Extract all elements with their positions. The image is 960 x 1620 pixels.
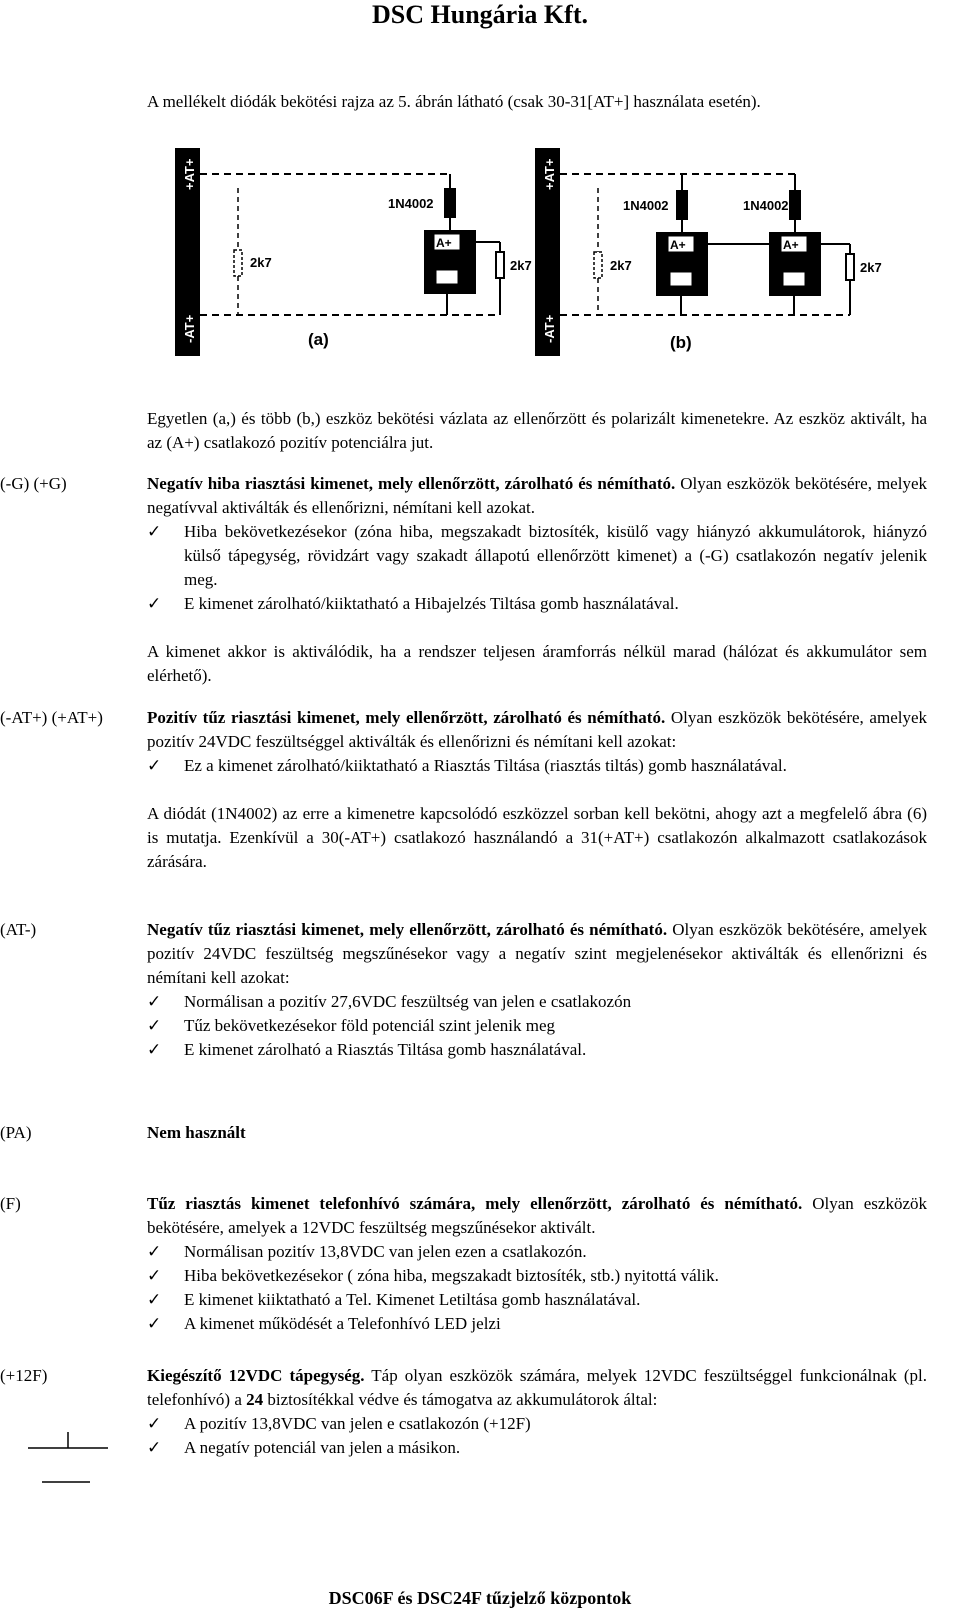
- list-item: ✓ E kimenet kiiktatható a Tel. Kimenet Letiltása gomb használatával.: [147, 1288, 927, 1312]
- list-item: ✓ A pozitív 13,8VDC van jelen e csatlakozón (+12F): [147, 1412, 927, 1436]
- rail-top-label-a: +AT+: [182, 158, 197, 190]
- check-icon: ✓: [147, 1040, 162, 1059]
- list-item: ✓ Normálisan a pozitív 27,6VDC feszültség van jelen e csatlakozón: [147, 990, 927, 1014]
- section-atm-text: Olyan eszközök bekötésére, amelyek pozitív 24VDC feszültség megszűnésekor vagy a negatív szint megjelenésekor aktiválták és ellenőrizni és némítani kell azokat:: [147, 920, 928, 987]
- section-f-text: Olyan eszközök bekötésére, amelyek a 12VDC feszültség megszűnésekor aktivált.: [147, 1194, 927, 1237]
- list-item: ✓ E kimenet zárolható/kiiktatható a Hibajelzés Tiltása gomb használatával.: [147, 592, 927, 616]
- check-icon: ✓: [147, 1438, 162, 1457]
- list-item: ✓ A negatív potenciál van jelen a másikon.: [147, 1436, 927, 1460]
- diagram-b: [535, 148, 882, 356]
- resistor-label-b1: 2k7: [610, 258, 632, 273]
- check-icon: ✓: [147, 1242, 162, 1261]
- section-at-list: [147, 754, 927, 778]
- section-at-heading: Pozitív tűz riasztási kimenet, mely ellenőrzött, zárolható és némítható.: [147, 708, 666, 727]
- diode-label-b2: 1N4002: [743, 198, 789, 213]
- diode-label-a: 1N4002: [388, 196, 434, 211]
- section-atm-label: (AT-): [0, 920, 37, 939]
- list-item: ✓ E kimenet zárolható a Riasztás Tiltása gomb használatával.: [147, 1038, 927, 1062]
- check-icon: ✓: [147, 1414, 162, 1433]
- wiring-diagram: [170, 130, 910, 360]
- section-at-note: A diódát (1N4002) az erre a kimenetre kapcsolódó eszközzel sorban kell bekötni, ahogy azt a megfelelő ábra (6) is mutatja. Ezenkívül a 30(-AT+) csatlakozó használandó a 31(+AT+) csatlakozón alkalmazott csatlakozások zárására.: [147, 804, 927, 871]
- page-title: DSC Hungária Kft.: [372, 0, 588, 29]
- check-icon: ✓: [147, 992, 162, 1011]
- intro-text: A mellékelt diódák bekötési rajza az 5. ábrán látható (csak 30-31[AT+] használata esetén).: [147, 92, 761, 111]
- list-item: ✓ Tűz bekövetkezésekor föld potenciál szint jelenik meg: [147, 1014, 927, 1038]
- check-icon: ✓: [147, 1290, 162, 1309]
- terminal-label-b2: A+: [783, 238, 799, 252]
- section-f-list: [147, 1240, 927, 1336]
- section-g-label: (-G) (+G): [0, 474, 67, 493]
- section-at-label: (-AT+) (+AT+): [0, 708, 103, 727]
- diagram-a: [175, 148, 532, 356]
- section-atm-heading: Negatív tűz riasztási kimenet, mely ellenőrzött, zárolható és némítható.: [147, 920, 668, 939]
- section-atm: [147, 918, 927, 1062]
- section-g-heading: Negatív hiba riasztási kimenet, mely ellenőrzött, zárolható és némítható.: [147, 474, 676, 493]
- resistor-label-a2: 2k7: [510, 258, 532, 273]
- figure-caption: Egyetlen (a,) és több (b,) eszköz bekötési vázlata az ellenőrzött és polarizált kimenetekre. Az eszköz aktivált, ha az (A+) csatlakozó pozitív potenciálra jut.: [147, 409, 927, 452]
- terminal-label-b1: A+: [670, 238, 686, 252]
- section-f: [147, 1192, 927, 1336]
- check-icon: ✓: [147, 522, 162, 541]
- section-f12-list: [147, 1412, 927, 1460]
- section-pa-label: (PA): [0, 1123, 32, 1142]
- section-g: [147, 472, 927, 688]
- section-pa-heading: Nem használt: [147, 1123, 246, 1142]
- section-atm-list: [147, 990, 927, 1062]
- check-icon: ✓: [147, 1314, 162, 1333]
- ground-symbol-icon: [10, 1430, 110, 1490]
- check-icon: ✓: [147, 1016, 162, 1035]
- section-g-list: [147, 520, 927, 616]
- resistor-label-a1: 2k7: [250, 255, 272, 270]
- section-f12-heading: Kiegészítő 12VDC tápegység.: [147, 1366, 365, 1385]
- section-g-text: Olyan eszközök bekötésére, melyek negatívval aktiválták és ellenőrizni, némítani kell azokat.: [147, 474, 927, 517]
- check-icon: ✓: [147, 1266, 162, 1285]
- section-at-text: Olyan eszközök bekötésére, amelyek pozitív 24VDC feszültséggel aktiválták és ellenőrizni és némítani kell azokat:: [147, 708, 928, 751]
- rail-top-label-b: +AT+: [542, 158, 557, 190]
- check-icon: ✓: [147, 594, 162, 613]
- list-item: ✓ Ez a kimenet zárolható/kiiktatható a Riasztás Tiltása (riasztás tiltás) gomb használatával.: [147, 754, 927, 778]
- section-f-heading: Tűz riasztás kimenet telefonhívó számára, mely ellenőrzött, zárolható és némítható.: [147, 1194, 803, 1213]
- list-item: ✓ A kimenet működését a Telefonhívó LED jelzi: [147, 1312, 927, 1336]
- section-f-label: (F): [0, 1194, 21, 1213]
- section-g-note: A kimenet akkor is aktiválódik, ha a rendszer teljesen áramforrás nélkül marad (hálózat és akkumulátor sem elérhető).: [147, 642, 927, 685]
- section-at: [147, 706, 927, 874]
- section-f12: Kiegészítő 12VDC tápegység. Táp olyan eszközök számára, melyek 12VDC feszültséggel funkcionálnak (pl. telefonhívó) a 24 biztosítékkal védve és támogatva az akkumulátorok által: ✓ A pozitív 13,8VDC van jelen e csatlakozón (+12F) ✓ A negatív potenciál van jelen a másikon.: [147, 1364, 927, 1460]
- list-item: ✓ Hiba bekövetkezésekor ( zóna hiba, megszakadt biztosíték, stb.) nyitottá válik.: [147, 1264, 927, 1288]
- page-footer: DSC06F és DSC24F tűzjelző központok: [328, 1588, 632, 1608]
- rail-bottom-label-b: -AT+: [542, 314, 557, 343]
- list-item: ✓ Hiba bekövetkezésekor (zóna hiba, megszakadt biztosíték, kisülő vagy hiányzó akkumulátorok, hiányzó külső tápegység, rövidzárt vagy szakadt állapotú ellenőrzött kimenet) a (-G) csatlakozón negatív jelenik meg.: [147, 522, 927, 589]
- check-icon: ✓: [147, 756, 162, 775]
- label-b: (b): [670, 333, 692, 352]
- terminal-label-a: A+: [436, 236, 452, 250]
- section-f12-label: (+12F): [0, 1366, 48, 1385]
- diode-label-b1: 1N4002: [623, 198, 669, 213]
- rail-bottom-label-a: -AT+: [182, 314, 197, 343]
- label-a: (a): [308, 330, 329, 349]
- section-pa: [147, 1121, 927, 1145]
- list-item: ✓ Normálisan pozitív 13,8VDC van jelen ezen a csatlakozón.: [147, 1240, 927, 1264]
- resistor-label-b2: 2k7: [860, 260, 882, 275]
